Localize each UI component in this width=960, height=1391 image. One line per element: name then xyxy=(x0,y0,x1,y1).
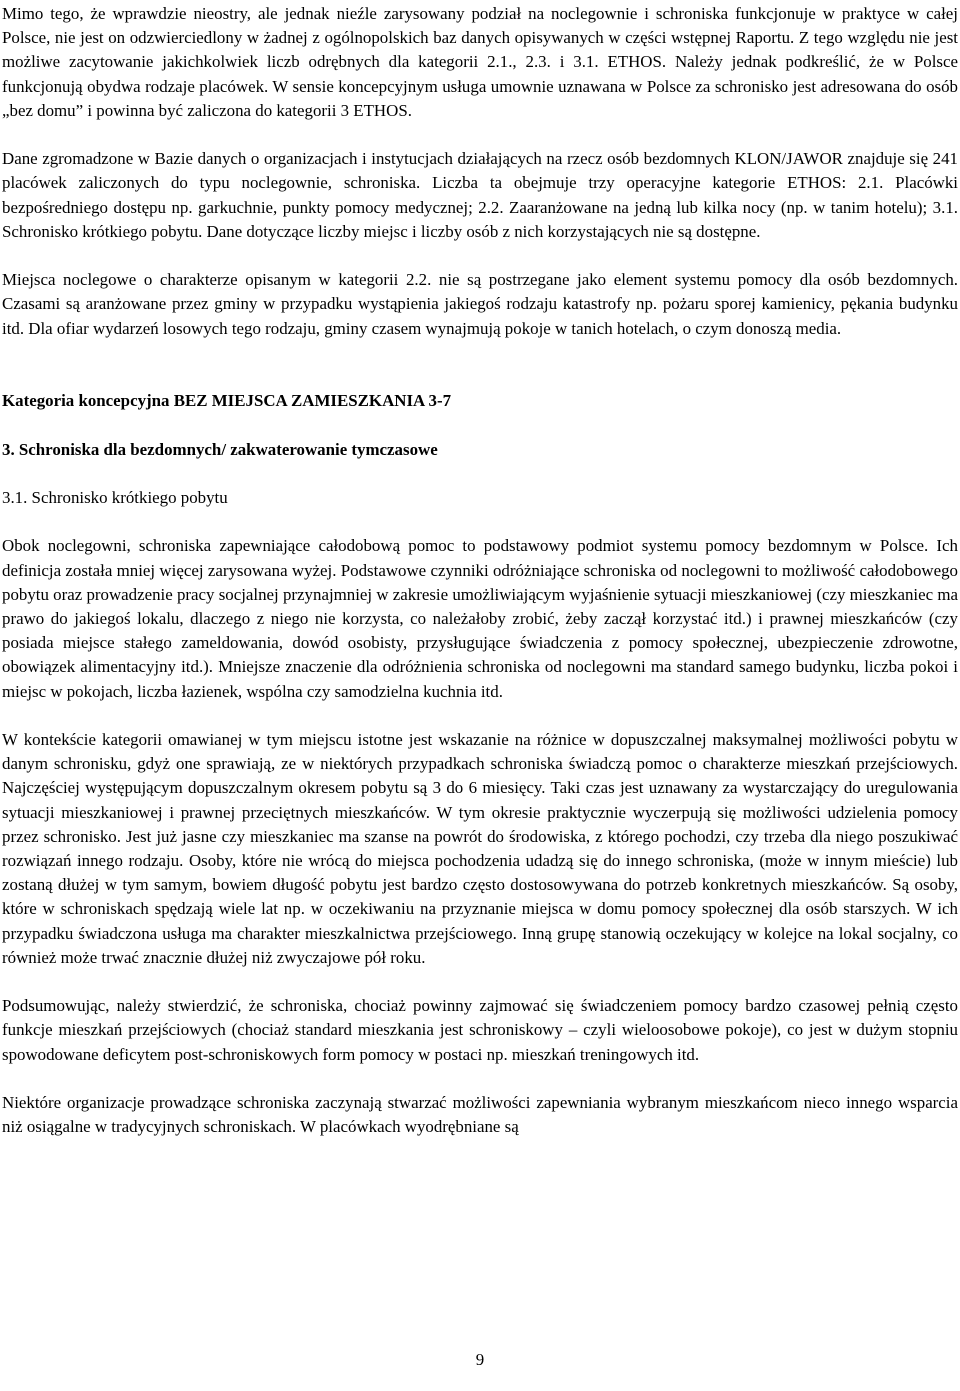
paragraph-5: W kontekście kategorii omawianej w tym miejscu istotne jest wskazanie na różnice w dopuszczalnej maksymalnej możliwości pobytu w danym schronisku, gdyż one sprawiają, ze w niektórych przypadkach schroniska świadczą pomoc o charakterze mieszkań przejściowych. Najczęściej występującym dopuszczalnym okresem pobytu są 3 do 6 miesięcy. Taki czas jest uznawany za wystarczający do uregulowania sytuacji mieszkaniowej i prawnej przeciętnych mieszkańców. W tym okresie praktycznie wyczerpują się możliwości udzielenia pomocy przez schronisko. Jest już jasne czy mieszkaniec ma szanse na powrót do środowiska, z którego pochodzi, czy trzeba dla niego poszukiwać rozwiązań innego rodzaju. Osoby, które nie wrócą do miejsca pochodzenia udadzą się do innego schroniska, (może w innym mieście) lub zostaną dłużej w tym samym, bowiem długość pobytu jest bardzo często dostosowywana do potrzeb konkretnych mieszkańców. Są osoby, które w schroniskach spędzają wiele lat np. w oczekiwaniu na przyznanie miejsca w domu pomocy społecznej dla osób starszych. W ich przypadku świadczona usługa ma charakter mieszkalnictwa przejściowego. Inną grupę stanowią oczekujący w kolejce na lokal socjalny, co również może trwać znacznie dłużej niż zwyczajowe pół roku. xyxy=(2,729,958,967)
paragraph-4: Obok noclegowni, schroniska zapewniające całodobową pomoc to podstawowy podmiot systemu pomocy bezdomnym w Polsce. Ich definicja została mniej więcej zarysowana wyżej. Podstawowe czynniki odróżniające schroniska od noclegowni to możliwość całodobowego pobytu oraz prowadzenie pracy socjalnej przynajmniej w zakresie umożliwiającym wyjaśnienie sytuacji mieszkaniowej (czy mieszkaniec ma prawo do jakiegoś lokalu, dlaczego z niego nie korzysta, co należałoby zrobić, żeby zaczął korzystać itd.) i prawnej mieszkańców (czy posiada miejsce stałego zameldowania, dowód osobisty, przysługujące świadczenia z pomocy społecznej, ubezpieczenie zdrowotne, obowiązek alimentacyjny itd.). Mniejsze znaczenie dla odróżnienia schroniska od noclegowni ma standard samego budynku, liczba pokoi i miejsc w pokojach, liczba łazienek, wspólna czy samodzielna kuchnia itd. xyxy=(2,536,958,701)
paragraph-6: Podsumowując, należy stwierdzić, że schroniska, chociaż powinny zajmować się świadczeniem pomocy bardzo czasowej pełnią często funkcje mieszkań przejściowych (chociaż standard mieszkania jest schroniskowy – czyli wieloosobowe pokoje), co jest w dużym stopniu spowodowane deficytem post-schroniskowych form pomocy w postaci np. mieszkań treningowych itd. xyxy=(2,996,958,1064)
paragraph-3: Miejsca noclegowe o charakterze opisanym w kategorii 2.2. nie są postrzegane jako element systemu pomocy dla osób bezdomnych. Czasami są aranżowane przez gminy w przypadku wystąpienia jakiegoś rodzaju katastrofy np. pożaru sporej kamienicy, pękania budynku itd. Dla ofiar wydarzeń losowych tego rodzaju, gminy czasem wynajmują pokoje w tanich hotelach, o czym donoszą media. xyxy=(2,270,958,338)
category-heading: Kategoria koncepcyjna BEZ MIEJSCA ZAMIESZKANIA 3-7 xyxy=(2,391,452,411)
paragraph-2: Dane zgromadzone w Bazie danych o organizacjach i instytucjach działających na rzecz osób bezdomnych KLON/JAWOR znajduje się 241 placówek zaliczonych do typu noclegownie, schroniska. Liczba ta obejmuje trzy operacyjne kategorie ETHOS: 2.1. Placówki bezpośredniego dostępu np. garkuchnie, punkty pomocy medycznej; 2.2. Zaaranżowane na jedną lub kilka nocy (np. w tanim hotelu); 3.1. Schronisko krótkiego pobytu. Dane dotyczące liczby miejsc i liczby osób z nich korzystających nie są dostępne. xyxy=(2,149,958,241)
page-number: 9 xyxy=(475,1350,485,1369)
section-heading: 3. Schroniska dla bezdomnych/ zakwaterowanie tymczasowe xyxy=(2,439,438,459)
paragraph-1: Mimo tego, że wprawdzie nieostry, ale jednak nieźle zarysowany podział na noclegownie i schroniska funkcjonuje w praktyce w całej Polsce, nie jest on odzwierciedlony w żadnej z ogólnopolskich baz danych opisywanych w części wstępnej Raportu. Z tego względu nie jest możliwe zacytowanie jakichkolwiek liczb odrębnych dla kategorii 2.1., 2.3. i 3.1. ETHOS. Należy jednak podkreślić, że w Polsce funkcjonują obydwa rodzaje placówek. W sensie koncepcyjnym usługa umownie uznawana w Polsce za schronisko jest adresowana do osób „bez domu” i powinna być zaliczona do kategorii 3 ETHOS. xyxy=(2,4,958,120)
paragraph-7: Niektóre organizacje prowadzące schroniska zaczynają stwarzać możliwości zapewniania wybranym mieszkańcom nieco innego wsparcia niż osiągalne w tradycyjnych schroniskach. W placówkach wyodrębniane są xyxy=(2,1093,958,1137)
document-body xyxy=(2,2,958,1139)
subsection-heading: 3.1. Schronisko krótkiego pobytu xyxy=(2,487,228,507)
